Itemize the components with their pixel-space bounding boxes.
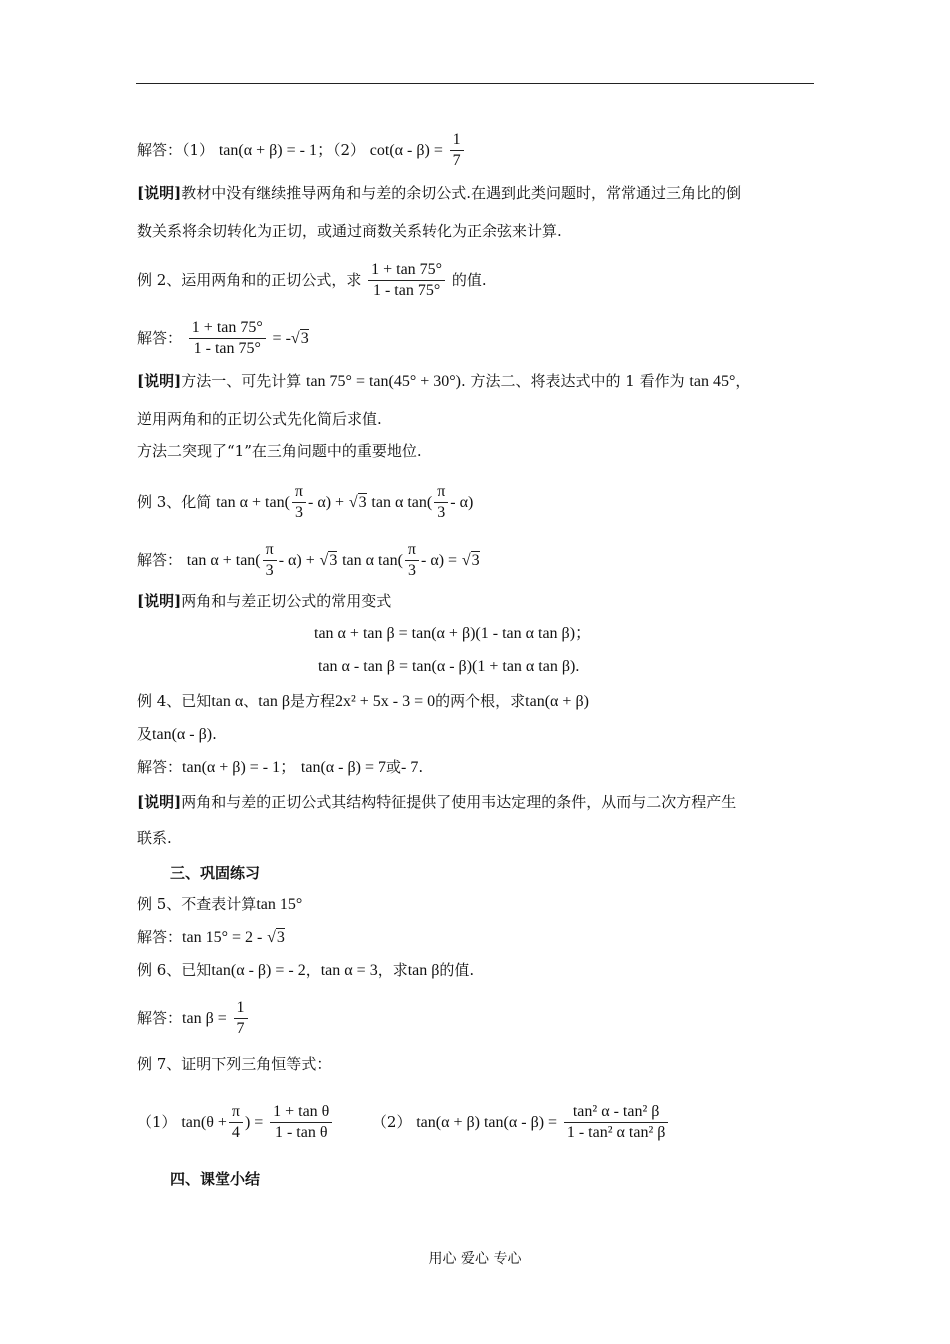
proof-items: （1） tan(θ + $\frac{\pi}{4}$ ) = $\frac{\text{1 + tan θ}}{\text{1 - tan θ}}$ （2） tan(α + β) tan(α - β) = $\frac{\text{tan² α - tan² β}}{\text{1 - tan² α tan² β}}$ bbox=[137, 1102, 670, 1144]
header-rule bbox=[136, 83, 814, 84]
answer-5: 解答：tan 15° = 2 - √3 bbox=[137, 928, 285, 946]
note-2-cont: 逆用两角和的正切公式先化简后求值. bbox=[137, 410, 382, 428]
section-3-heading: 三、巩固练习 bbox=[170, 864, 261, 882]
example-4: 例 4、已知tan α、tan β是方程2x² + 5x - 3 = 0的两个根，求tan(α + β) bbox=[137, 692, 589, 710]
example-2: 例 2、运用两角和的正切公式，求 $\frac{1 + \tan 75^\circ}{1 - \tan 75^\circ}$ 的值. bbox=[137, 261, 487, 300]
example-6: 例 6、已知tan(α - β) = - 2，tan α = 3，求tan β的值. bbox=[137, 961, 475, 979]
note-1: [说明]教材中没有继续推导两角和与差的余切公式.在遇到此类问题时，常常通过三角比的倒 bbox=[137, 184, 741, 202]
answer-3: 解答： tan α + tan( $\frac{\pi}{3}$ - α) + √3 tan α tan( $\frac{\pi}{3}$ - α) = √3 bbox=[137, 541, 480, 580]
formula-sum: tan α + tan β = tan(α + β)(1 - tan α tan β)； bbox=[314, 625, 592, 642]
note-3: [说明]两角和与差正切公式的常用变式 bbox=[137, 592, 392, 610]
page-footer: 用心 爱心 专心 bbox=[428, 1251, 522, 1267]
answer-1: 解答：（1） tan(α + β) = - 1；（2） cot(α - β) = $\frac{1}{7}$ bbox=[137, 130, 466, 172]
formula-diff: tan α - tan β = tan(α - β)(1 + tan α tan β). bbox=[318, 658, 580, 675]
answer-2: 解答： $\frac{1 + \tan 75^\circ}{1 - \tan 75^\circ}$ = -√3 bbox=[137, 319, 309, 358]
example-4-cont: 及tan(α - β). bbox=[137, 725, 217, 743]
note-1-cont: 数关系将余切转化为正切，或通过商数关系转化为正余弦来计算. bbox=[137, 222, 562, 240]
example-3: 例 3、化简 tan α + tan( $\frac{\pi}{3}$ - α) + √3 tan α tan( $\frac{\pi}{3}$ - α) bbox=[137, 483, 474, 522]
note-2: [说明]方法一、可先计算 tan 75° = tan(45° + 30°). 方法二、将表达式中的 1 看作为 tan 45°， bbox=[137, 372, 751, 390]
example-5: 例 5、不查表计算tan 15° bbox=[137, 895, 303, 913]
note-4-cont: 联系. bbox=[137, 829, 172, 847]
note-4: [说明]两角和与差的正切公式其结构特征提供了使用韦达定理的条件，从而与二次方程产生 bbox=[137, 793, 737, 811]
answer-4: 解答：tan(α + β) = - 1； tan(α - β) = 7或- 7. bbox=[137, 758, 424, 776]
answer-6: 解答：tan β = $\frac{1}{7}$ bbox=[137, 998, 250, 1040]
example-7: 例 7、证明下列三角恒等式： bbox=[137, 1055, 332, 1073]
section-4-heading: 四、课堂小结 bbox=[170, 1170, 261, 1188]
note-2b: 方法二突现了“1”在三角问题中的重要地位. bbox=[137, 442, 422, 460]
